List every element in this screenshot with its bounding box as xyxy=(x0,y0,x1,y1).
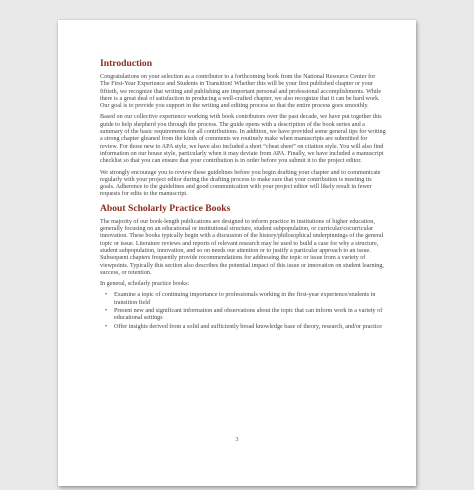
intro-paragraph-2: Based on our collective experience working with book contributors over the past decade, we have put together this guide to help shepherd you through the process. The guide opens with a description of the book series and a summary of the basic requirements for all contributions. In addition, we have provided some general tips for writing a strong chapter gleaned from the kinds of comments we routinely make when manuscripts are submitted for review. For those new to APA style, we have also included a short “cheat sheet” on citation style. You will also find information on our house style, particularly when it may deviate from APA. Finally, we have included a manuscript checklist so that you can ensure that your contribution is in order before you submit it to the project editor. xyxy=(100,114,386,165)
bullet-item: • Present new and significant information and observations about the topic that can inform work in a variety of educational settings xyxy=(114,308,386,323)
intro-paragraph-1: Congratulations on your selection as a contributor to a forthcoming book from the National Resource Center for The First-Year Experience and Students in Transition! Whether this will be your first published chapter or your fiftieth, we recognize that writing and publishing are important personal and professional accomplishments. While there is a great deal of satisfaction in producing a well-crafted chapter, we also recognize that it can be hard work. Our goal is to provide you support in the writing and editing process so that the entire process goes smoothly. xyxy=(100,74,382,110)
section-heading-introduction: Introduction xyxy=(100,58,153,69)
scholarly-paragraph-1: The majority of our book-length publications are designed to inform practice in institutions of higher education, generally focusing on an educational or institutional structure, student subpopulation, or curricular/cocurricular innovation. These books typically begin with a discussion of the history/philosophical underpinnings of the general topic or issue. Literature reviews and reports of relevant research may be used to build a case for why a structure, student subpopulation, innovation, and so on needs our attention or to justify a particular approach to an issue. Subsequent chapters frequently provide recommendations for addressing the topic or issue from a variety of viewpoints. Typically this section also describes the potential impact of this issue or innovation on student learning, success, or retention. xyxy=(100,218,384,276)
scholarly-bullet-list xyxy=(100,292,386,330)
page-number: 3 xyxy=(235,436,239,443)
intro-paragraph-3: We strongly encourage you to review these guidelines before you begin drafting your chapter and to communicate regularly with your project editor during the drafting process to make sure that your contribution is meeting its goals. Adherence to the guidelines and good communication with your project editor will likely result in fewer requests for edits to the manuscript. xyxy=(100,169,381,198)
bullet-item: • Examine a topic of continuing importance to professionals working in the first-year experience/students in transition field xyxy=(114,292,386,307)
scholarly-paragraph-2: In general, scholarly practice books: xyxy=(100,281,190,288)
bullet-item: • Offer insights derived from a solid and sufficiently broad knowledge base of theory, research, and/or practice xyxy=(114,324,386,331)
section-heading-scholarly-practice: About Scholarly Practice Books xyxy=(100,202,231,214)
document-page xyxy=(58,20,416,486)
